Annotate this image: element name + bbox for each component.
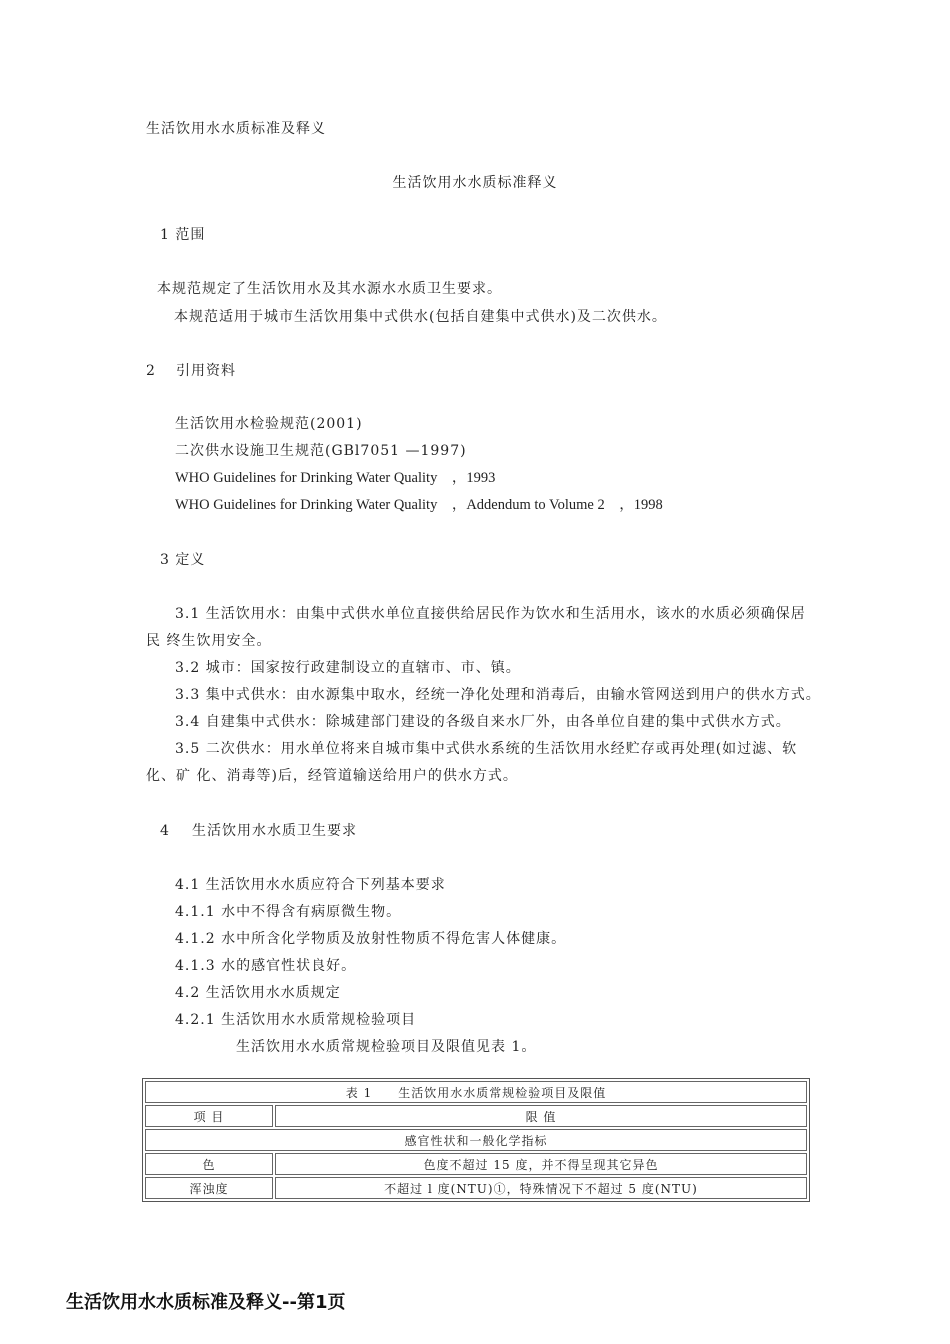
table-cell-item: 浑浊度 xyxy=(145,1177,273,1199)
table-caption-row xyxy=(145,1081,807,1103)
definition-3-1: 3.1 生活饮用水：由集中式供水单位直接供给居民作为饮水和生活用水，该水的水质必须确保居 xyxy=(175,606,806,622)
definition-3-5-continued: 化、矿 化、消毒等)后，经管道输送给用户的供水方式。 xyxy=(146,768,518,784)
column-header-item: 项 目 xyxy=(145,1105,273,1127)
requirement-4-1-3: 4.1.3 水的感官性状良好。 xyxy=(175,958,357,974)
requirement-4-1: 4.1 生活饮用水水质应符合下列基本要求 xyxy=(175,877,446,893)
table-caption: 表 1 生活饮用水水质常规检验项目及限值 xyxy=(145,1081,807,1103)
definition-3-2: 3.2 城市：国家按行政建制设立的直辖市、市、镇。 xyxy=(175,660,521,676)
reference-item: 生活饮用水检验规范(2001) xyxy=(175,416,363,432)
section-4-heading: 生活饮用水水质卫生要求 xyxy=(192,823,357,839)
table-cell-limit: 不超过 l 度(NTU)①，特殊情况下不超过 5 度(NTU) xyxy=(275,1177,807,1199)
table-row xyxy=(145,1153,807,1175)
definition-3-1-continued: 民 终生饮用安全。 xyxy=(146,633,272,649)
table-cell-limit: 色度不超过 15 度，并不得呈现其它异色 xyxy=(275,1153,807,1175)
requirement-4-1-1: 4.1.1 水中不得含有病原微生物。 xyxy=(175,904,402,920)
section-3-heading: 3 定义 xyxy=(160,552,206,568)
definition-3-3: 3.3 集中式供水：由水源集中取水，经统一净化处理和消毒后，由输水管网送到用户的供水方式。 xyxy=(175,687,821,703)
section-1-para-1: 本规范规定了生活饮用水及其水源水水质卫生要求。 xyxy=(157,281,502,297)
reference-item: 二次供水设施卫生规范(GBl7051 —1997) xyxy=(175,443,467,459)
table-cell-item: 色 xyxy=(145,1153,273,1175)
requirement-4-2-1: 4.2.1 生活饮用水水质常规检验项目 xyxy=(175,1012,417,1028)
table-header-row xyxy=(145,1105,807,1127)
section-1-para-2: 本规范适用于城市生活饮用集中式供水(包括自建集中式供水)及二次供水。 xyxy=(174,309,667,325)
requirement-4-1-2: 4.1.2 水中所含化学物质及放射性物质不得危害人体健康。 xyxy=(175,931,567,947)
doc-header: 生活饮用水水质标准及释义 xyxy=(146,121,326,137)
column-header-limit: 限 值 xyxy=(275,1105,807,1127)
page-footer: 生活饮用水水质标准及释义--第1页 xyxy=(66,1292,346,1313)
section-2-heading-number: 2 xyxy=(146,363,156,379)
section-1-heading: 1 范围 xyxy=(160,227,206,243)
section-4-heading-number: 4 xyxy=(160,823,170,839)
table-group-label: 感官性状和一般化学指标 xyxy=(145,1129,807,1151)
table-row xyxy=(145,1177,807,1199)
requirement-4-2: 4.2 生活饮用水水质规定 xyxy=(175,985,341,1001)
definition-3-5: 3.5 二次供水：用水单位将来自城市集中式供水系统的生活饮用水经贮存或再处理(如过滤、软 xyxy=(175,741,798,757)
table-group-row xyxy=(145,1129,807,1151)
reference-item: WHO Guidelines for Drinking Water Quality ，Addendum to Volume 2 ，1998 xyxy=(175,497,663,513)
definition-3-4: 3.4 自建集中式供水：除城建部门建设的各级自来水厂外，由各单位自建的集中式供水方式。 xyxy=(175,714,791,730)
reference-item: WHO Guidelines for Drinking Water Quality ，1993 xyxy=(175,470,496,486)
table-reference-note: 生活饮用水水质常规检验项目及限值见表 1。 xyxy=(236,1039,537,1055)
section-2-heading: 引用资料 xyxy=(176,363,236,379)
water-quality-table xyxy=(142,1078,810,1202)
doc-title: 生活饮用水水质标准释义 xyxy=(392,175,558,191)
